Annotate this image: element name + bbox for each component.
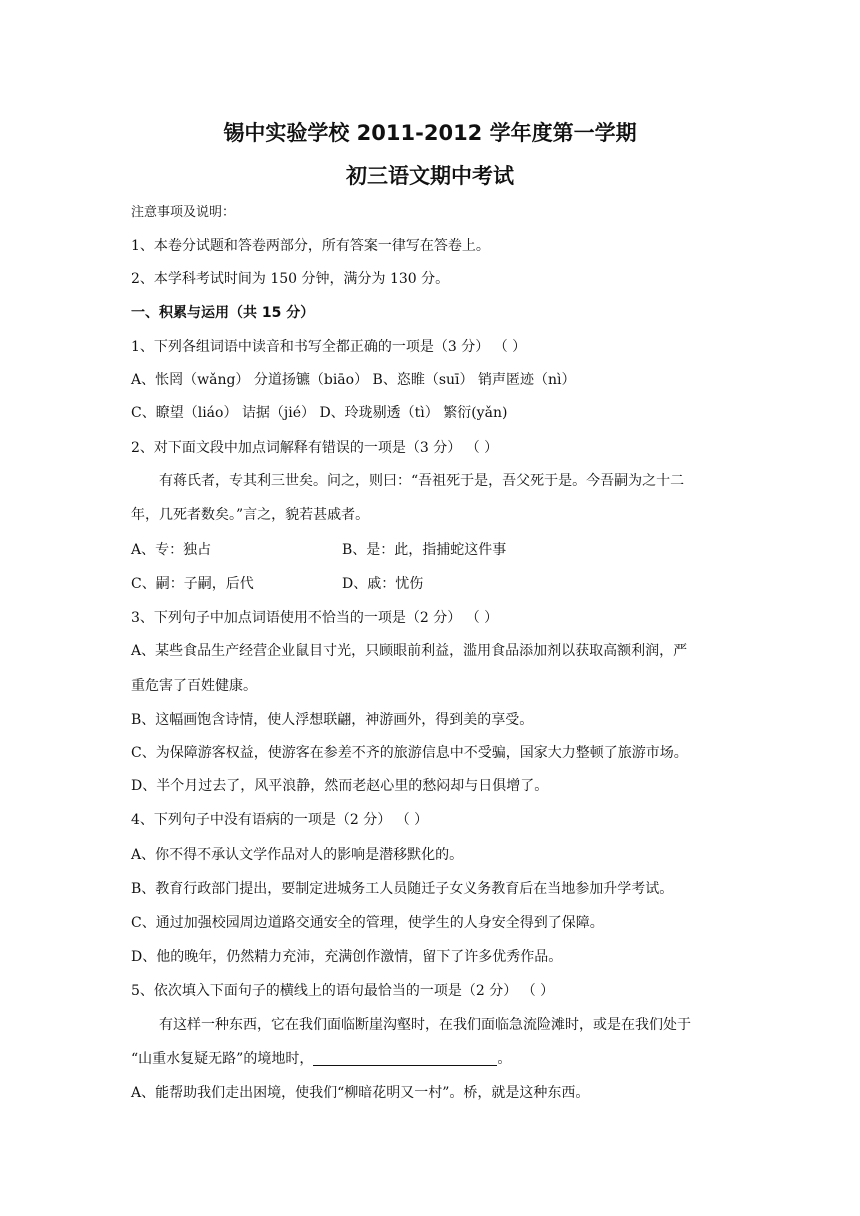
document-subtitle: 初三语文期中考试 <box>346 164 514 188</box>
question-5-option-a: A、能帮助我们走出困境，使我们“柳暗花明又一村”。桥，就是这种东西。 <box>131 1085 590 1101</box>
question-2-option-c: C、嗣：子嗣，后代 <box>131 576 254 592</box>
question-1-options-row-1: A、怅罔（wǎng） 分道扬镳（biāo） B、恣睢（suī） 销声匿迹（nì） <box>131 372 576 388</box>
question-4-stem: 4、下列句子中没有语病的一项是（2 分） （ ） <box>131 812 429 828</box>
question-3-option-d: D、半个月过去了，风平浪静，然而老赵心里的愁闷却与日俱增了。 <box>131 778 549 794</box>
question-5-passage-text: “山重水复疑无路”的境地时， <box>131 1051 314 1067</box>
question-4-option-c: C、通过加强校园周边道路交通安全的管理，使学生的人身安全得到了保障。 <box>131 915 604 931</box>
question-3-option-a-line-1: A、某些食品生产经营企业鼠目寸光，只顾眼前利益，滥用食品添加剂以获取高额利润，严 <box>131 643 688 659</box>
question-1-options-row-2: C、瞭望（liáo） 诘据（jié） D、玲珑剔透（tì） 繁衍(yǎn) <box>131 405 508 421</box>
answer-blank <box>313 1051 497 1066</box>
question-5-stem: 5、依次填入下面句子的横线上的语句最恰当的一项是（2 分） （ ） <box>131 983 555 999</box>
question-2-passage-line-1: 有蒋氏者，专其利三世矣。问之，则曰：“吾祖死于是，吾父死于是。今吾嗣为之十二 <box>159 473 685 489</box>
question-5-passage-end: 。 <box>497 1051 512 1067</box>
question-4-option-b: B、教育行政部门提出，要制定进城务工人员随迁子女义务教育后在当地参加升学考试。 <box>131 881 674 897</box>
question-2-stem: 2、对下面文段中加点词解释有错误的一项是（3 分） （ ） <box>131 440 499 456</box>
question-3-stem: 3、下列句子中加点词语使用不恰当的一项是（2 分） （ ） <box>131 610 499 626</box>
question-3-option-a-line-2: 重危害了百姓健康。 <box>131 678 257 694</box>
question-1-stem: 1、下列各组词语中读音和书写全都正确的一项是（3 分） （ ） <box>131 339 527 355</box>
question-4-option-a: A、你不得不承认文学作品对人的影响是潜移默化的。 <box>131 847 464 863</box>
question-2-option-d: D、戚：忧伤 <box>342 576 424 592</box>
section-heading: 一、积累与运用（共 15 分） <box>131 305 315 321</box>
question-2-passage-line-2: 年，几死者数矣。”言之，貌若甚戚者。 <box>131 507 370 523</box>
notes-item-2: 2、本学科考试时间为 150 分钟，满分为 130 分。 <box>131 271 450 287</box>
question-5-passage-line-2 <box>131 1050 511 1068</box>
question-5-passage-line-1: 有这样一种东西，它在我们面临断崖沟壑时，在我们面临急流险滩时，或是在我们处于 <box>159 1017 691 1033</box>
question-2-option-a: A、专：独占 <box>131 542 212 558</box>
question-4-option-d: D、他的晚年，仍然精力充沛，充满创作激情，留下了许多优秀作品。 <box>131 949 563 965</box>
notes-item-1: 1、本卷分试题和答卷两部分，所有答案一律写在答卷上。 <box>131 238 490 254</box>
question-3-option-b: B、这幅画饱含诗情，使人浮想联翩，神游画外，得到美的享受。 <box>131 712 534 728</box>
question-3-option-c: C、为保障游客权益，使游客在参差不齐的旅游信息中不受骗，国家大力整顿了旅游市场。 <box>131 745 688 761</box>
question-2-option-b: B、是：此，指捕蛇这件事 <box>342 542 507 558</box>
document-title: 锡中实验学校 2011-2012 学年度第一学期 <box>223 121 637 145</box>
notes-heading: 注意事项及说明： <box>131 205 236 220</box>
